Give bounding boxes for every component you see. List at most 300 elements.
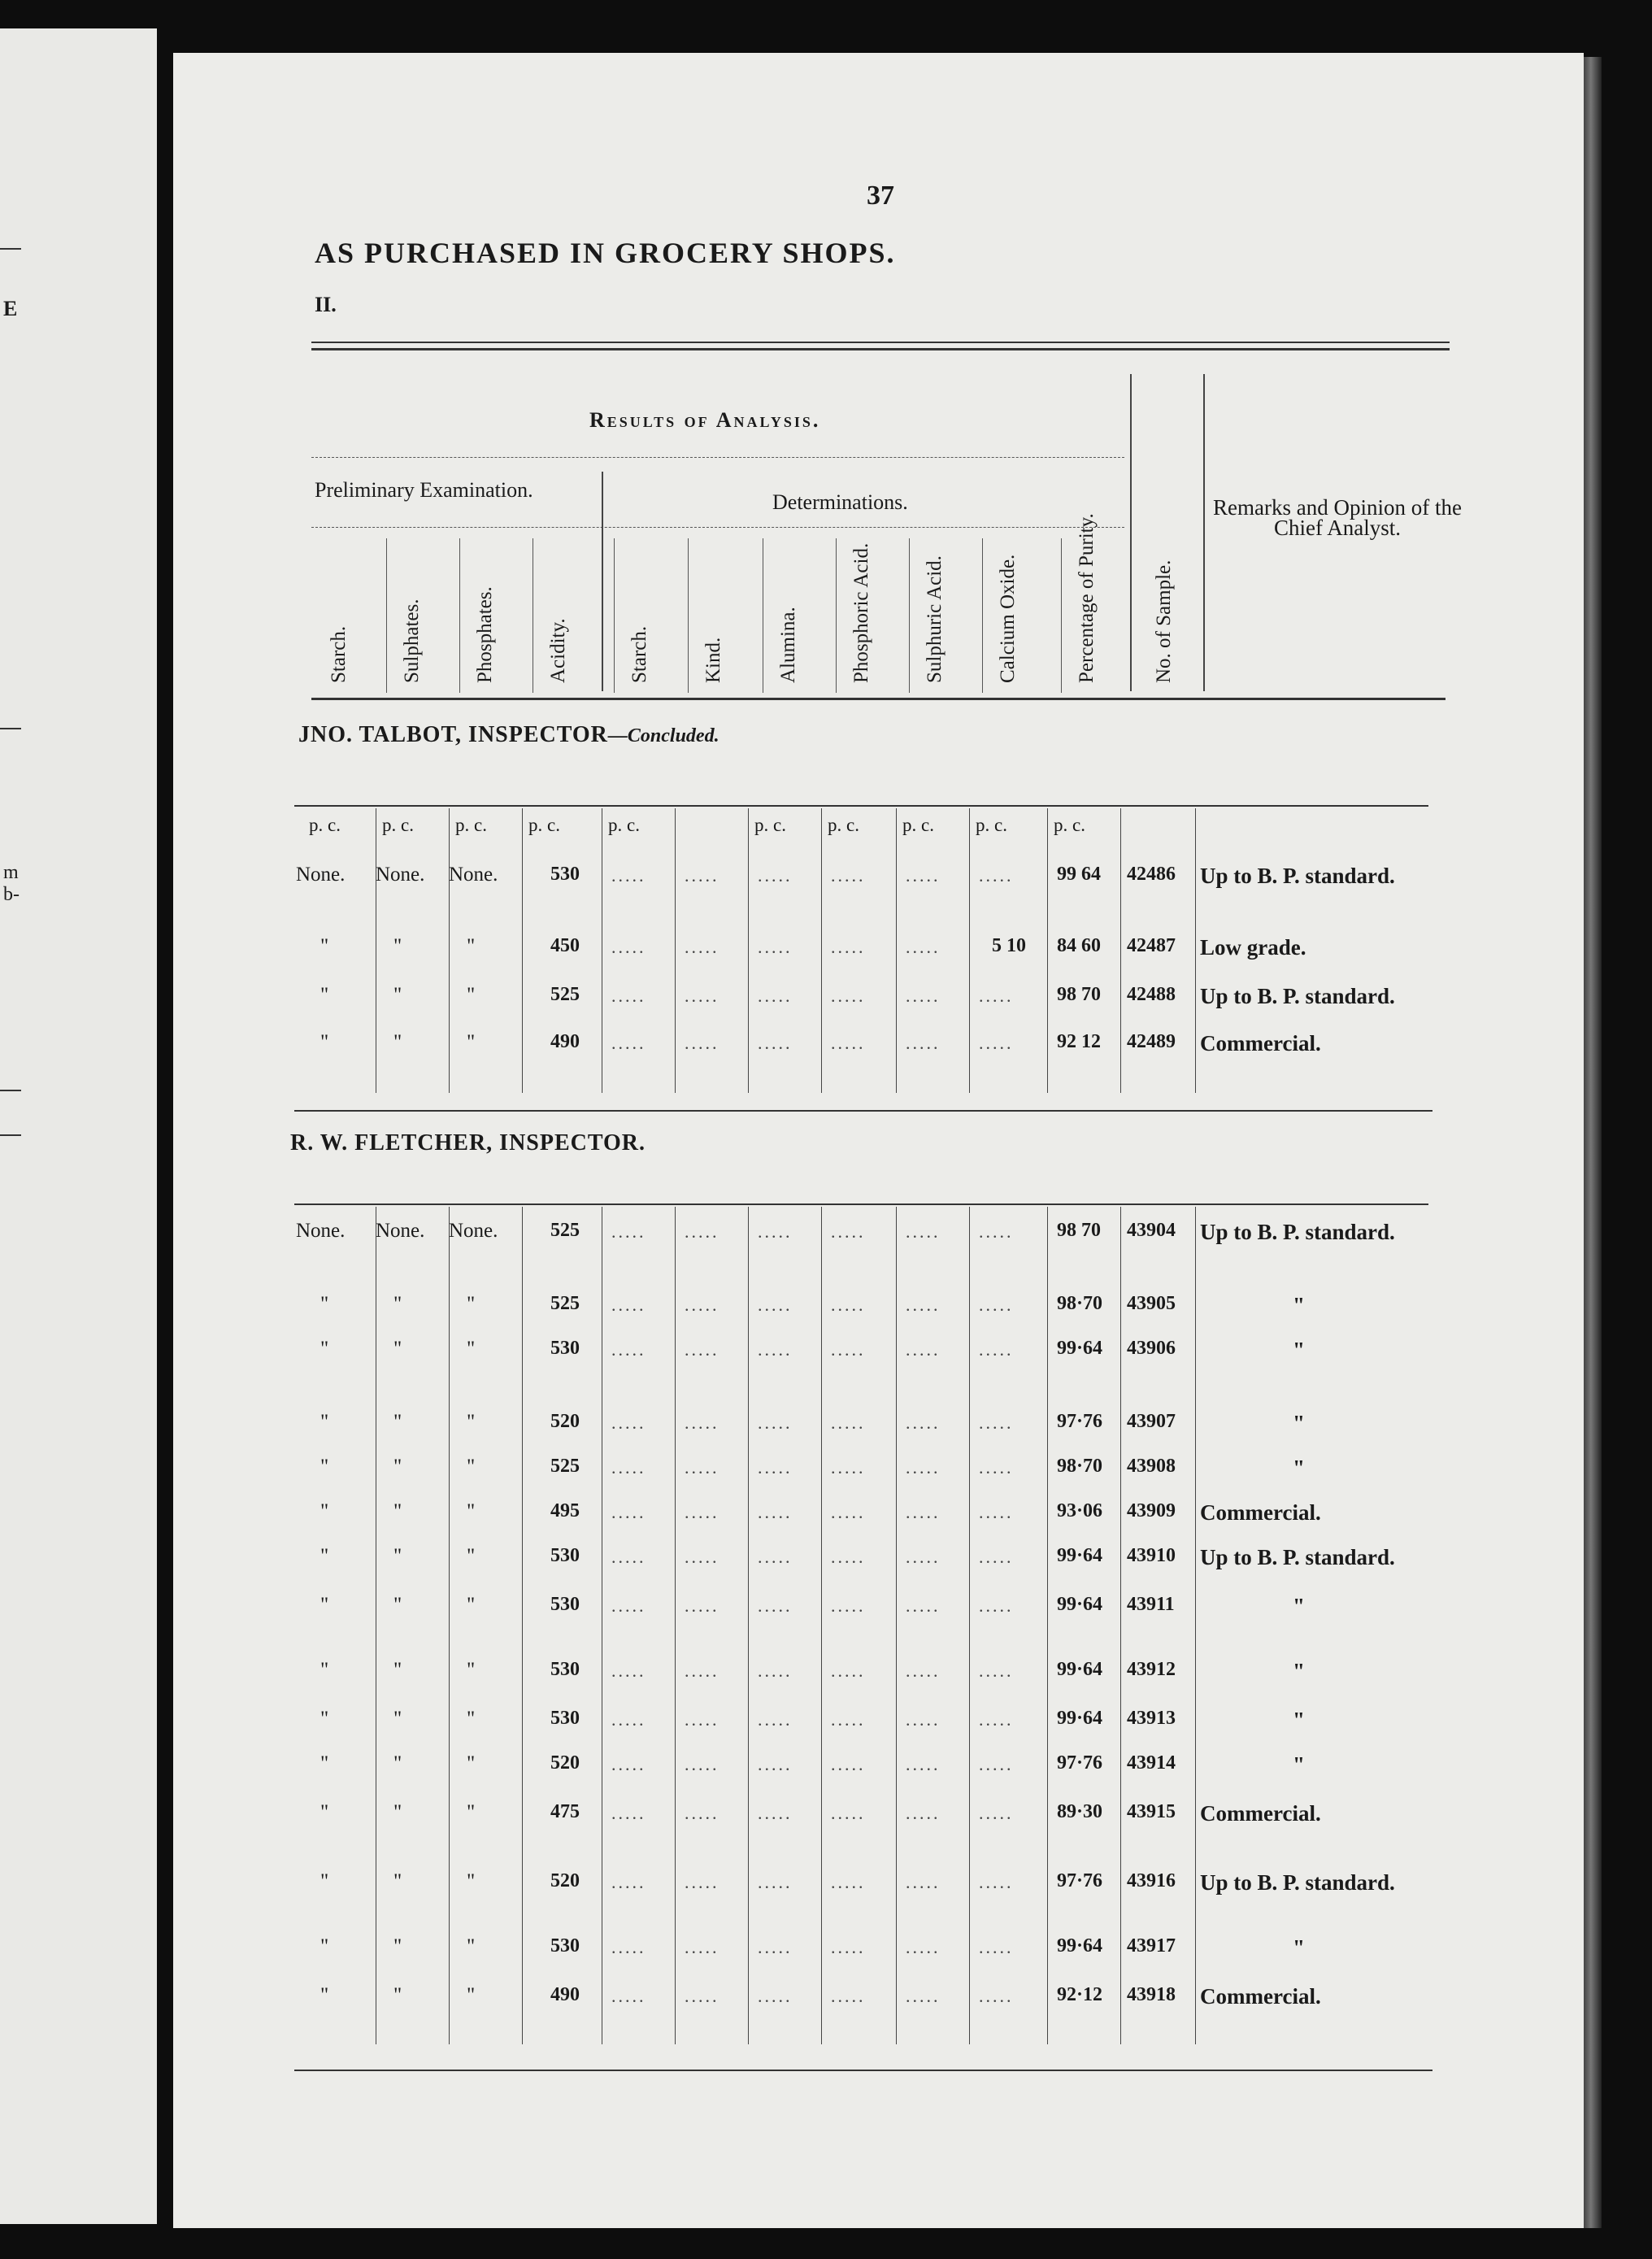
leader-dots: ..... bbox=[831, 1547, 866, 1567]
phosphates-value: " bbox=[467, 1984, 476, 2006]
remark: Commercial. bbox=[1200, 1801, 1321, 1826]
leader-dots: ..... bbox=[758, 1221, 793, 1242]
starch-value: " bbox=[320, 1293, 329, 1315]
remark: Commercial. bbox=[1200, 1984, 1321, 2009]
leader-dots: ..... bbox=[685, 1709, 719, 1730]
sample-number: 42488 bbox=[1127, 984, 1176, 1005]
leader-dots: ..... bbox=[831, 937, 866, 957]
leader-dots: ..... bbox=[979, 1295, 1014, 1315]
leader-dots: ..... bbox=[831, 1661, 866, 1681]
purity-value: 99·64 bbox=[1057, 1594, 1103, 1615]
leader-dots: ..... bbox=[831, 1872, 866, 1892]
sulphates-value: " bbox=[393, 1594, 402, 1616]
column-header-divider bbox=[386, 538, 387, 693]
left-page-text: E bbox=[3, 297, 18, 320]
column-divider bbox=[1047, 1207, 1048, 2044]
leader-dots: ..... bbox=[831, 1986, 866, 2006]
sulphates-value: " bbox=[393, 1752, 402, 1774]
column-header-divider bbox=[459, 538, 460, 693]
table-number: II. bbox=[315, 293, 337, 316]
acidity-value: 530 bbox=[550, 1935, 580, 1956]
column-divider bbox=[1120, 1207, 1121, 2044]
leader-dots: ..... bbox=[758, 1457, 793, 1478]
leader-dots: ..... bbox=[611, 1502, 646, 1522]
leader-dots: ..... bbox=[906, 986, 941, 1006]
leader-dots: ..... bbox=[685, 1033, 719, 1053]
unit-label: p. c. bbox=[976, 815, 1007, 835]
phosphates-value: " bbox=[467, 1293, 476, 1315]
leader-dots: ..... bbox=[979, 1412, 1014, 1433]
sulphates-value: " bbox=[393, 1984, 402, 2006]
leader-dots: ..... bbox=[979, 1033, 1014, 1053]
remarks-header: Remarks and Opinion of the Chief Analyst. bbox=[1213, 495, 1462, 540]
leader-dots: ..... bbox=[685, 1872, 719, 1892]
acidity-value: 525 bbox=[550, 1456, 580, 1477]
remark: " bbox=[1293, 1338, 1305, 1362]
unit-label: p. c. bbox=[902, 815, 934, 835]
column-divider bbox=[969, 1207, 970, 2044]
remark: Up to B. P. standard. bbox=[1200, 1220, 1395, 1244]
sulphates-value: " bbox=[393, 984, 402, 1006]
acidity-value: 530 bbox=[550, 864, 580, 885]
column-divider bbox=[821, 808, 822, 1093]
sample-number: 43911 bbox=[1127, 1594, 1175, 1615]
sample-number: 43912 bbox=[1127, 1659, 1176, 1680]
starch-value: " bbox=[320, 1411, 329, 1433]
phosphates-value: " bbox=[467, 984, 476, 1006]
phosphates-value: " bbox=[467, 1545, 476, 1567]
column-header-calcium-oxide: Calcium Oxide. bbox=[997, 554, 1019, 683]
inspector-name: JNO. TALBOT, INSPECTOR bbox=[298, 722, 608, 747]
leader-dots: ..... bbox=[831, 1937, 866, 1957]
sample-number: 43916 bbox=[1127, 1870, 1176, 1891]
leader-dots: ..... bbox=[611, 1661, 646, 1681]
left-page-text: b- bbox=[3, 884, 20, 905]
leader-dots: ..... bbox=[831, 1457, 866, 1478]
leader-dots: ..... bbox=[685, 865, 719, 886]
column-header-sulphuric-acid: Sulphuric Acid. bbox=[924, 555, 946, 683]
phosphates-value: None. bbox=[449, 1220, 498, 1242]
rule-fragment bbox=[0, 728, 21, 729]
unit-label: p. c. bbox=[754, 815, 786, 835]
leader-dots: ..... bbox=[979, 1937, 1014, 1957]
leader-dots: ..... bbox=[979, 1872, 1014, 1892]
rule-fragment bbox=[0, 248, 21, 250]
purity-value: 84 60 bbox=[1057, 935, 1101, 956]
leader-dots: ..... bbox=[611, 1033, 646, 1053]
acidity-value: 530 bbox=[550, 1659, 580, 1680]
leader-dots: ..... bbox=[758, 1986, 793, 2006]
acidity-value: 530 bbox=[550, 1594, 580, 1615]
column-divider bbox=[522, 808, 523, 1093]
remark: " bbox=[1293, 1411, 1305, 1435]
leader-dots: ..... bbox=[831, 1709, 866, 1730]
remark: " bbox=[1293, 1594, 1305, 1618]
leader-dots: ..... bbox=[758, 986, 793, 1006]
inspector-heading bbox=[298, 722, 719, 748]
leader-dots: ..... bbox=[685, 1221, 719, 1242]
leader-dots: ..... bbox=[611, 1221, 646, 1242]
sulphates-value: " bbox=[393, 1708, 402, 1730]
leader-dots: ..... bbox=[758, 865, 793, 886]
remark: Up to B. P. standard. bbox=[1200, 1870, 1395, 1895]
purity-value: 97·76 bbox=[1057, 1870, 1103, 1891]
subhead-underline bbox=[311, 527, 1124, 528]
acidity-value: 525 bbox=[550, 1220, 580, 1241]
sample-number: 43918 bbox=[1127, 1984, 1176, 2005]
purity-value: 93·06 bbox=[1057, 1500, 1103, 1521]
starch-value: " bbox=[320, 1545, 329, 1567]
unit-label: p. c. bbox=[309, 815, 341, 835]
sulphates-value: None. bbox=[376, 864, 425, 886]
remark: Commercial. bbox=[1200, 1500, 1321, 1525]
acidity-value: 475 bbox=[550, 1801, 580, 1822]
leader-dots: ..... bbox=[906, 1502, 941, 1522]
starch-value: " bbox=[320, 1984, 329, 2006]
leader-dots: ..... bbox=[611, 986, 646, 1006]
leader-dots: ..... bbox=[979, 1547, 1014, 1567]
leader-dots: ..... bbox=[979, 1754, 1014, 1774]
column-header-purity: Percentage of Purity. bbox=[1076, 513, 1098, 683]
column-divider bbox=[748, 1207, 749, 2044]
remark: Commercial. bbox=[1200, 1031, 1321, 1056]
remark: Up to B. P. standard. bbox=[1200, 864, 1395, 888]
sample-number: 43907 bbox=[1127, 1411, 1176, 1432]
leader-dots: ..... bbox=[906, 865, 941, 886]
acidity-value: 530 bbox=[550, 1708, 580, 1729]
column-divider bbox=[449, 808, 450, 1093]
leader-dots: ..... bbox=[906, 1033, 941, 1053]
leader-dots: ..... bbox=[979, 865, 1014, 886]
page-edge bbox=[1584, 57, 1602, 2228]
purity-value: 99·64 bbox=[1057, 1338, 1103, 1359]
column-header-det-starch: Starch. bbox=[628, 625, 650, 683]
phosphates-value: " bbox=[467, 1752, 476, 1774]
sample-number: 43910 bbox=[1127, 1545, 1176, 1566]
starch-value: " bbox=[320, 1456, 329, 1478]
section-bottom-rule bbox=[294, 1110, 1432, 1112]
acidity-value: 525 bbox=[550, 1293, 580, 1314]
column-divider bbox=[896, 1207, 897, 2044]
left-page-text: m bbox=[3, 862, 19, 883]
unit-label: p. c. bbox=[382, 815, 414, 835]
phosphates-value: None. bbox=[449, 864, 498, 886]
column-divider bbox=[1195, 808, 1196, 1093]
leader-dots: ..... bbox=[611, 1937, 646, 1957]
leader-dots: ..... bbox=[906, 1661, 941, 1681]
purity-value: 97·76 bbox=[1057, 1411, 1103, 1432]
leader-dots: ..... bbox=[758, 937, 793, 957]
acidity-value: 490 bbox=[550, 1031, 580, 1052]
leader-dots: ..... bbox=[979, 1221, 1014, 1242]
column-divider bbox=[449, 1207, 450, 2044]
leader-dots: ..... bbox=[685, 937, 719, 957]
starch-value: " bbox=[320, 1659, 329, 1681]
column-divider bbox=[821, 1207, 822, 2044]
acidity-value: 495 bbox=[550, 1500, 580, 1521]
sample-number: 43906 bbox=[1127, 1338, 1176, 1359]
starch-value: " bbox=[320, 1338, 329, 1360]
leader-dots: ..... bbox=[906, 1547, 941, 1567]
leader-dots: ..... bbox=[758, 1937, 793, 1957]
sample-number: 43917 bbox=[1127, 1935, 1176, 1956]
calcium-oxide-value: 5 10 bbox=[992, 935, 1026, 956]
leader-dots: ..... bbox=[979, 1339, 1014, 1360]
sample-number: 43908 bbox=[1127, 1456, 1176, 1477]
starch-value: " bbox=[320, 1594, 329, 1616]
leader-dots: ..... bbox=[906, 1295, 941, 1315]
column-header-sample: No. of Sample. bbox=[1153, 559, 1175, 683]
leader-dots: ..... bbox=[611, 1754, 646, 1774]
group-divider bbox=[602, 472, 603, 691]
leader-dots: ..... bbox=[611, 865, 646, 886]
leader-dots: ..... bbox=[758, 1547, 793, 1567]
column-divider bbox=[748, 808, 749, 1093]
leader-dots: ..... bbox=[831, 1033, 866, 1053]
column-divider bbox=[969, 808, 970, 1093]
sulphates-value: " bbox=[393, 1801, 402, 1823]
leader-dots: ..... bbox=[831, 1754, 866, 1774]
phosphates-value: " bbox=[467, 1870, 476, 1892]
leader-dots: ..... bbox=[758, 1803, 793, 1823]
purity-value: 97·76 bbox=[1057, 1752, 1103, 1774]
leader-dots: ..... bbox=[611, 1595, 646, 1616]
leader-dots: ..... bbox=[906, 1872, 941, 1892]
remark: " bbox=[1293, 1708, 1305, 1732]
preliminary-header: Preliminary Examination. bbox=[315, 478, 533, 502]
left-page-fragment bbox=[0, 28, 157, 2224]
remark: " bbox=[1293, 1293, 1305, 1317]
sample-number: 43905 bbox=[1127, 1293, 1176, 1314]
leader-dots: ..... bbox=[906, 1986, 941, 2006]
purity-value: 92 12 bbox=[1057, 1031, 1101, 1052]
sulphates-value: " bbox=[393, 1456, 402, 1478]
leader-dots: ..... bbox=[906, 1221, 941, 1242]
phosphates-value: " bbox=[467, 1500, 476, 1522]
unit-label: p. c. bbox=[608, 815, 640, 835]
sulphates-value: " bbox=[393, 1545, 402, 1567]
leader-dots: ..... bbox=[758, 1502, 793, 1522]
leader-dots: ..... bbox=[611, 1547, 646, 1567]
remarks-divider bbox=[1203, 374, 1205, 691]
sample-number: 42486 bbox=[1127, 864, 1176, 885]
phosphates-value: " bbox=[467, 935, 476, 957]
leader-dots: ..... bbox=[685, 1502, 719, 1522]
unit-label: p. c. bbox=[528, 815, 560, 835]
leader-dots: ..... bbox=[758, 1339, 793, 1360]
leader-dots: ..... bbox=[979, 1661, 1014, 1681]
leader-dots: ..... bbox=[979, 1986, 1014, 2006]
acidity-value: 520 bbox=[550, 1870, 580, 1891]
column-header-acidity: Acidity. bbox=[547, 618, 569, 683]
phosphates-value: " bbox=[467, 1708, 476, 1730]
acidity-value: 525 bbox=[550, 984, 580, 1005]
purity-value: 98·70 bbox=[1057, 1456, 1103, 1477]
column-header-sulphates: Sulphates. bbox=[401, 598, 423, 683]
remark: Up to B. P. standard. bbox=[1200, 1545, 1395, 1569]
purity-value: 99·64 bbox=[1057, 1659, 1103, 1680]
purity-value: 99·64 bbox=[1057, 1545, 1103, 1566]
purity-value: 98 70 bbox=[1057, 984, 1101, 1005]
leader-dots: ..... bbox=[831, 1221, 866, 1242]
page-number: 37 bbox=[867, 181, 894, 211]
inspector-heading bbox=[290, 1130, 646, 1156]
unit-label: p. c. bbox=[828, 815, 859, 835]
column-header-kind: Kind. bbox=[702, 637, 724, 683]
column-header-divider bbox=[836, 538, 837, 693]
sulphates-value: " bbox=[393, 1870, 402, 1892]
leader-dots: ..... bbox=[831, 1803, 866, 1823]
column-header-alumina: Alumina. bbox=[777, 607, 799, 683]
starch-value: " bbox=[320, 1752, 329, 1774]
leader-dots: ..... bbox=[906, 937, 941, 957]
page-title: AS PURCHASED IN GROCERY SHOPS. bbox=[315, 237, 896, 269]
purity-value: 98·70 bbox=[1057, 1293, 1103, 1314]
leader-dots: ..... bbox=[758, 1754, 793, 1774]
sulphates-value: " bbox=[393, 1411, 402, 1433]
acidity-value: 450 bbox=[550, 935, 580, 956]
top-rule-double bbox=[311, 348, 1450, 350]
remark: " bbox=[1293, 1659, 1305, 1683]
phosphates-value: " bbox=[467, 1411, 476, 1433]
starch-value: " bbox=[320, 1708, 329, 1730]
purity-value: 99·64 bbox=[1057, 1708, 1103, 1729]
leader-dots: ..... bbox=[831, 1412, 866, 1433]
column-divider bbox=[896, 808, 897, 1093]
leader-dots: ..... bbox=[685, 1937, 719, 1957]
starch-value: " bbox=[320, 1935, 329, 1957]
remark: " bbox=[1293, 1456, 1305, 1480]
acidity-value: 520 bbox=[550, 1752, 580, 1774]
phosphates-value: " bbox=[467, 1456, 476, 1478]
column-divider bbox=[1195, 1207, 1196, 2044]
leader-dots: ..... bbox=[611, 1339, 646, 1360]
leader-dots: ..... bbox=[611, 937, 646, 957]
leader-dots: ..... bbox=[611, 1295, 646, 1315]
column-header-starch: Starch. bbox=[328, 625, 350, 683]
unit-label: p. c. bbox=[1054, 815, 1085, 835]
column-header-divider bbox=[1061, 538, 1062, 693]
leader-dots: ..... bbox=[611, 1803, 646, 1823]
phosphates-value: " bbox=[467, 1659, 476, 1681]
leader-dots: ..... bbox=[758, 1709, 793, 1730]
remark: Up to B. P. standard. bbox=[1200, 984, 1395, 1008]
sample-number: 42487 bbox=[1127, 935, 1176, 956]
sample-divider bbox=[1130, 374, 1132, 691]
leader-dots: ..... bbox=[685, 1754, 719, 1774]
sulphates-value: None. bbox=[376, 1220, 425, 1242]
inspector-name: R. W. FLETCHER, INSPECTOR. bbox=[290, 1130, 646, 1156]
leader-dots: ..... bbox=[979, 1457, 1014, 1478]
leader-dots: ..... bbox=[685, 1457, 719, 1478]
leader-dots: ..... bbox=[906, 1937, 941, 1957]
leader-dots: ..... bbox=[685, 1295, 719, 1315]
leader-dots: ..... bbox=[979, 1803, 1014, 1823]
purity-value: 89·30 bbox=[1057, 1801, 1103, 1822]
remark: Low grade. bbox=[1200, 935, 1306, 960]
sample-number: 43909 bbox=[1127, 1500, 1176, 1521]
leader-dots: ..... bbox=[906, 1754, 941, 1774]
column-header-phosphoric-acid: Phosphoric Acid. bbox=[850, 542, 872, 683]
column-divider bbox=[675, 808, 676, 1093]
purity-value: 99·64 bbox=[1057, 1935, 1103, 1956]
unit-label: p. c. bbox=[455, 815, 487, 835]
leader-dots: ..... bbox=[611, 1412, 646, 1433]
leader-dots: ..... bbox=[831, 1502, 866, 1522]
sample-number: 43915 bbox=[1127, 1801, 1176, 1822]
phosphates-value: " bbox=[467, 1935, 476, 1957]
leader-dots: ..... bbox=[685, 1339, 719, 1360]
leader-dots: ..... bbox=[831, 1595, 866, 1616]
results-header: Results of Analysis. bbox=[589, 408, 821, 432]
sulphates-value: " bbox=[393, 1293, 402, 1315]
rule-fragment bbox=[0, 1090, 21, 1091]
leader-dots: ..... bbox=[685, 1661, 719, 1681]
leader-dots: ..... bbox=[906, 1457, 941, 1478]
top-rule bbox=[311, 342, 1450, 343]
starch-value: " bbox=[320, 984, 329, 1006]
purity-value: 98 70 bbox=[1057, 1220, 1101, 1241]
leader-dots: ..... bbox=[831, 986, 866, 1006]
leader-dots: ..... bbox=[979, 986, 1014, 1006]
sulphates-value: " bbox=[393, 1031, 402, 1053]
column-header-divider bbox=[614, 538, 615, 693]
sulphates-value: " bbox=[393, 1659, 402, 1681]
starch-value: None. bbox=[296, 1220, 346, 1242]
section-top-rule bbox=[294, 805, 1428, 807]
leader-dots: ..... bbox=[685, 986, 719, 1006]
leader-dots: ..... bbox=[979, 1595, 1014, 1616]
starch-value: " bbox=[320, 1801, 329, 1823]
results-underline bbox=[311, 457, 1124, 458]
section-bottom-rule bbox=[294, 2070, 1432, 2071]
leader-dots: ..... bbox=[831, 865, 866, 886]
leader-dots: ..... bbox=[611, 1709, 646, 1730]
leader-dots: ..... bbox=[906, 1595, 941, 1616]
leader-dots: ..... bbox=[758, 1661, 793, 1681]
sulphates-value: " bbox=[393, 1500, 402, 1522]
column-header-divider bbox=[688, 538, 689, 693]
leader-dots: ..... bbox=[685, 1595, 719, 1616]
starch-value: None. bbox=[296, 864, 346, 886]
section-top-rule bbox=[294, 1203, 1428, 1205]
leader-dots: ..... bbox=[685, 1986, 719, 2006]
sample-number: 43904 bbox=[1127, 1220, 1176, 1241]
leader-dots: ..... bbox=[831, 1339, 866, 1360]
leader-dots: ..... bbox=[611, 1457, 646, 1478]
leader-dots: ..... bbox=[906, 1412, 941, 1433]
leader-dots: ..... bbox=[758, 1872, 793, 1892]
leader-dots: ..... bbox=[979, 1502, 1014, 1522]
column-header-divider bbox=[982, 538, 983, 693]
column-divider bbox=[1047, 808, 1048, 1093]
column-divider bbox=[1120, 808, 1121, 1093]
leader-dots: ..... bbox=[685, 1412, 719, 1433]
sulphates-value: " bbox=[393, 1338, 402, 1360]
phosphates-value: " bbox=[467, 1594, 476, 1616]
starch-value: " bbox=[320, 1500, 329, 1522]
rule-fragment bbox=[0, 1134, 21, 1136]
leader-dots: ..... bbox=[685, 1547, 719, 1567]
phosphates-value: " bbox=[467, 1801, 476, 1823]
leader-dots: ..... bbox=[758, 1412, 793, 1433]
phosphates-value: " bbox=[467, 1338, 476, 1360]
sample-number: 43913 bbox=[1127, 1708, 1176, 1729]
acidity-value: 530 bbox=[550, 1338, 580, 1359]
leader-dots: ..... bbox=[685, 1803, 719, 1823]
acidity-value: 520 bbox=[550, 1411, 580, 1432]
sample-number: 43914 bbox=[1127, 1752, 1176, 1774]
